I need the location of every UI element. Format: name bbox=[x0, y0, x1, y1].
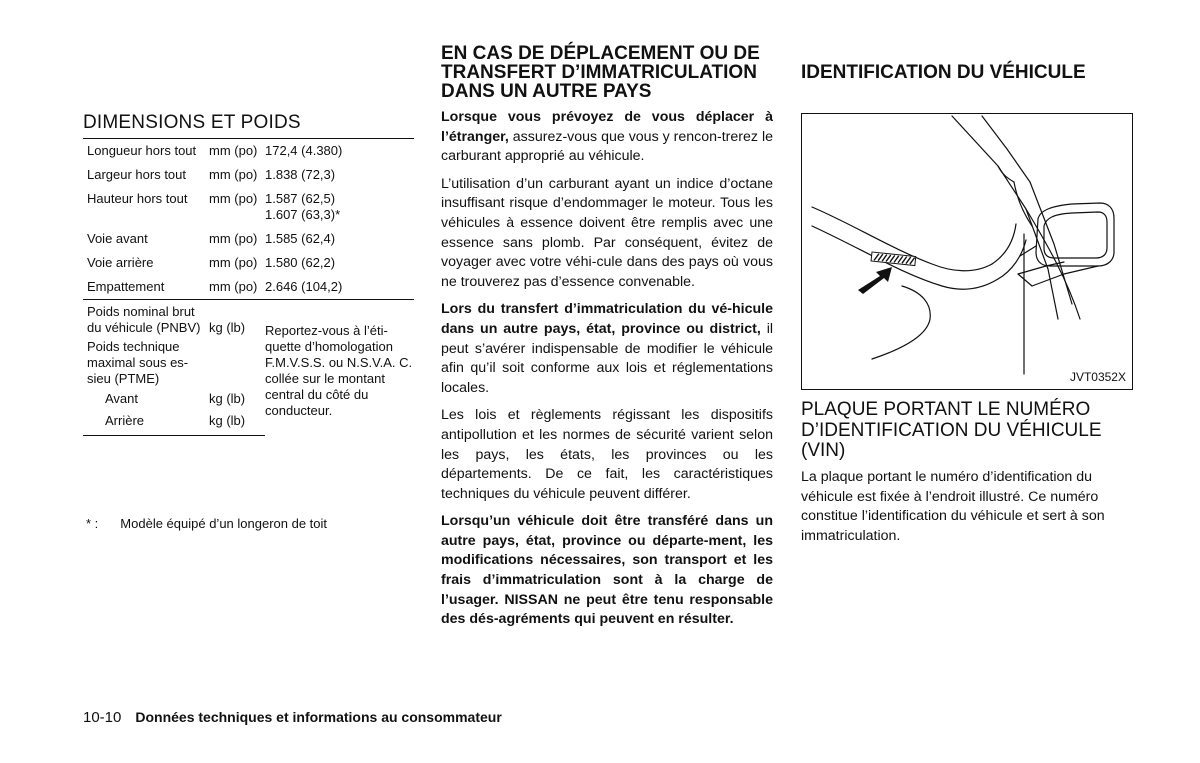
row-label: Voie avant bbox=[87, 231, 148, 246]
vin-title: PLAQUE PORTANT LE NUMÉRO D’IDENTIFICATION DU VÉHICULE (VIN) bbox=[801, 399, 1102, 461]
row-label: Voie arrière bbox=[87, 255, 154, 270]
weight-unit: kg (lb) bbox=[209, 411, 265, 436]
dimensions-title: DIMENSIONS ET POIDS bbox=[83, 112, 301, 133]
row-label: Largeur hors tout bbox=[87, 167, 187, 182]
table-row bbox=[83, 139, 414, 164]
row-value: 2.646 (104,2) bbox=[265, 279, 343, 294]
transfer-body bbox=[441, 108, 773, 638]
row-unit: mm (po) bbox=[209, 255, 258, 270]
paragraph: L’utilisation d’un carburant ayant un indice d’octane insuffisant risque d’endommager le moteur. Tous les véhicules à essence doivent être remplis avec une essence sans plomb. Par conséquent, évitez de voyager avec votre véhi-cule dans des pays où vous ne trouverez pas d’essence convenable. bbox=[441, 175, 773, 290]
paragraph-text: il peut s’avérer indispensable de modifier le véhicule afin qu’il soit conforme aux lois et réglementations locales. bbox=[441, 320, 774, 396]
weight-unit: kg (lb) bbox=[209, 391, 246, 406]
table-row bbox=[83, 300, 414, 337]
table-row bbox=[83, 163, 414, 187]
weight-label: Avant bbox=[105, 391, 139, 406]
row-value: 1.580 (62,2) bbox=[265, 255, 336, 270]
row-value: 1.838 (72,3) bbox=[265, 167, 336, 182]
vin-body: La plaque portant le numéro d’identification du véhicule est fixée à l’endroit illustré. Ce numéro constitue l’identification du véhicule et sert à son immatriculation. bbox=[801, 469, 1105, 544]
row-unit: mm (po) bbox=[209, 231, 258, 246]
table-row bbox=[83, 251, 414, 275]
weight-unit: kg (lb) bbox=[209, 300, 265, 337]
car-illustration bbox=[802, 114, 1132, 389]
paragraph bbox=[441, 300, 773, 398]
row-value: 1.585 (62,4) bbox=[265, 231, 336, 246]
paragraph-text: assurez-vous que vous y rencon-trerez le carburant approprié au véhicule. bbox=[441, 128, 773, 165]
footnote bbox=[86, 516, 327, 531]
weight-note: Reportez-vous à l’éti-quette d’homologation F.M.V.S.S. ou N.S.V.A. C. collée sur le montant central du côté du conducteur. bbox=[265, 300, 414, 436]
chapter-title: Données techniques et informations au consommateur bbox=[135, 709, 502, 725]
row-value: 1.587 (62,5) 1.607 (63,3)* bbox=[265, 191, 341, 222]
footnote-text: Modèle équipé d’un longeron de toit bbox=[120, 516, 328, 531]
weight-label: Poids nominal brut du véhicule (PNBV) bbox=[83, 300, 209, 337]
footnote-mark: * : bbox=[86, 516, 99, 531]
table-row bbox=[83, 275, 414, 300]
row-value: 172,4 (4.380) bbox=[265, 139, 414, 164]
bold-paragraph: Lorsqu’un véhicule doit être transféré dans un autre pays, état, province ou départe-ment, les modifications nécessaires, son transport et les frais d’immatriculation sont à la charge de l’usager. NISSAN ne peut être tenu responsable des dés-agréments qui peuvent en résulter. bbox=[441, 513, 773, 628]
row-label: Longueur hors tout bbox=[83, 139, 209, 164]
table-row bbox=[83, 187, 414, 227]
row-label: Hauteur hors tout bbox=[87, 191, 188, 206]
page-footer bbox=[83, 709, 502, 726]
row-label: Empattement bbox=[87, 279, 165, 294]
identification-title: IDENTIFICATION DU VÉHICULE bbox=[801, 62, 1086, 83]
transfer-title: EN CAS DE DÉPLACEMENT OU DE TRANSFERT D’IMMATRICULATION DANS UN AUTRE PAYS bbox=[441, 43, 760, 102]
row-unit: mm (po) bbox=[209, 167, 258, 182]
bold-lead: Lorsque vous prévoyez de vous déplacer à l’étranger, bbox=[441, 109, 773, 145]
paragraph bbox=[441, 108, 773, 167]
weight-unit bbox=[209, 336, 265, 390]
weight-label: Poids technique maximal sous es-sieu (PTME) bbox=[87, 339, 189, 386]
row-unit: mm (po) bbox=[209, 279, 258, 294]
pointer-arrow-icon bbox=[858, 267, 892, 294]
bold-lead: Lors du transfert d’immatriculation du vé-hicule dans un autre pays, état, province ou district, bbox=[441, 301, 773, 337]
vin-location-figure bbox=[801, 113, 1133, 390]
weight-label: Arrière bbox=[105, 413, 145, 428]
page-number: 10-10 bbox=[83, 709, 122, 726]
paragraph bbox=[441, 512, 773, 630]
dimensions-table bbox=[83, 138, 414, 436]
row-unit: mm (po) bbox=[209, 139, 265, 164]
row-unit: mm (po) bbox=[209, 191, 258, 206]
paragraph: Les lois et règlements régissant les dispositifs antipollution et les normes de sécurité varient selon les pays, les états, les provinces ou les départements. De ce fait, les caractéristiques techniques du véhicule peuvent différer. bbox=[441, 407, 773, 502]
figure-code: JVT0352X bbox=[1069, 370, 1126, 384]
table-row bbox=[83, 227, 414, 251]
